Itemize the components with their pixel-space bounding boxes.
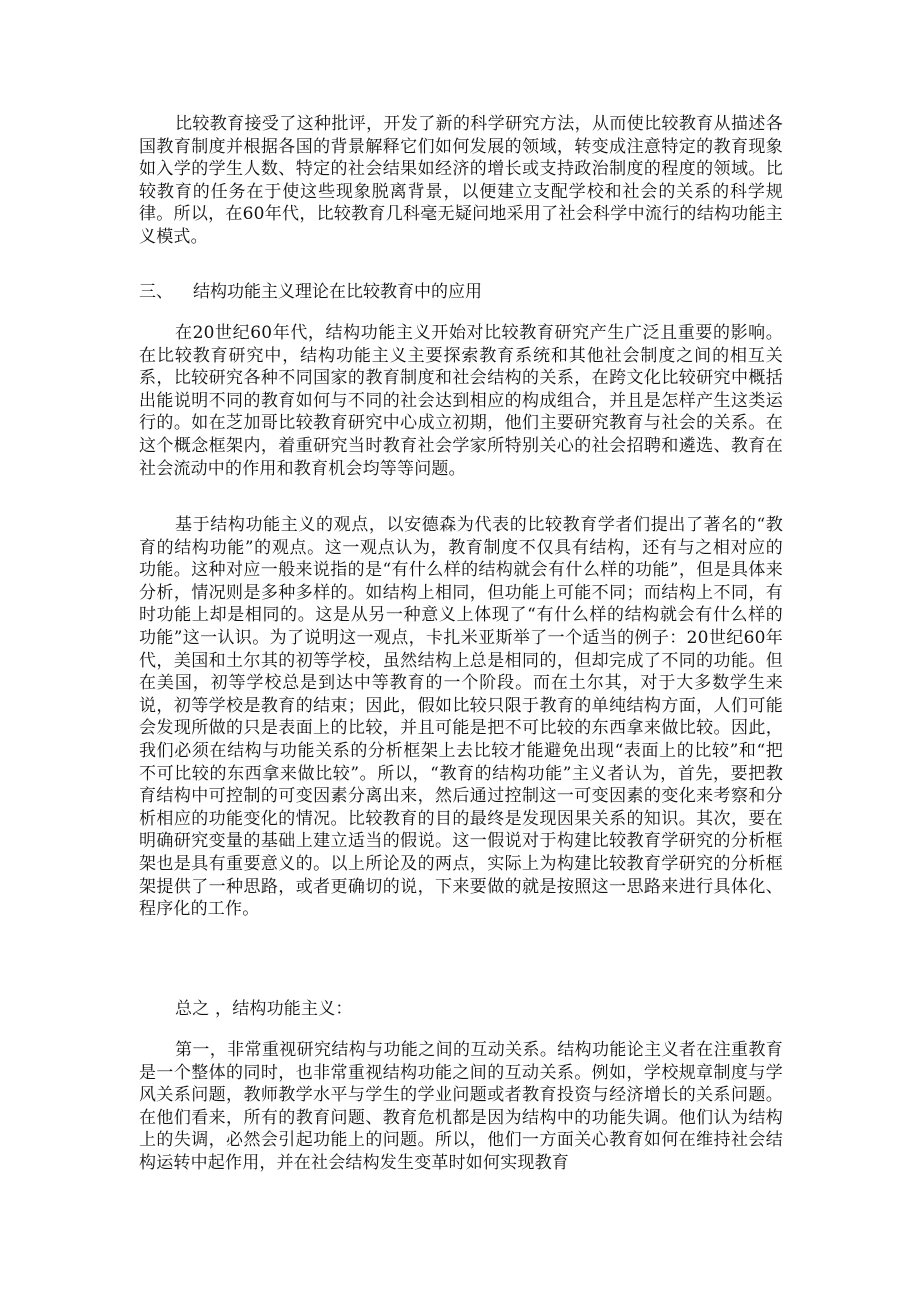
section-heading: [139, 281, 783, 304]
paragraph-sixties: 在20世纪60年代，结构功能主义开始对比较教育研究产生广泛且重要的影响。在比较教育研究中，结构功能主义主要探索教育系统和其他社会制度之间的相互关系，比较研究各种不同国家的教育制度和社会结构的关系，在跨文化比较研究中概括出能说明不同的教育如何与不同的社会达到相应的构成组合，并且是怎样产生这类运行的。如在芝加哥比较教育研究中心成立初期，他们主要研究教育与社会的关系。在这个概念框架内，着重研究当时教育社会学家所特别关心的社会招聘和遴选、教育在社会流动中的作用和教育机会均等等问题。: [139, 323, 783, 479]
paragraph-first-point: 第一，非常重视研究结构与功能之间的互动关系。结构功能论主义者在注重教育是一个整体的同时，也非常重视结构功能之间的互动关系。例如，学校规章制度与学风关系问题，教师教学水平与学生的学业问题或者教育投资与经济增长的关系问题。在他们看来，所有的教育问题、教育危机都是因为结构中的功能失调。他们认为结构上的失调，必然会引起功能上的问题。所以，他们一方面关心教育如何在维持社会结构运转中起作用，并在社会结构发生变革时如何实现教育: [139, 1040, 783, 1173]
section-number: 三、: [139, 282, 173, 302]
paragraph-intro: 比较教育接受了这种批评，开发了新的科学研究方法，从而使比较教育从描述各国教育制度并根据各国的背景解释它们如何发展的领域，转变成注意特定的教育现象如入学的学生人数、特定的社会结果如经济的增长或支持政治制度的程度的领域。比较教育的任务在于使这些现象脱离背景，以便建立支配学校和社会的关系的科学规律。所以，在60年代，比较教育几科毫无疑问地采用了社会科学中流行的结构功能主义模式。: [139, 114, 783, 247]
paragraph-summary-lead: 总之 ，结构功能主义：: [175, 999, 353, 1019]
paragraph-anderson: 基于结构功能主义的观点，以安德森为代表的比较教育学者们提出了著名的“教育的结构功能”的观点。这一观点认为，教育制度不仅具有结构，还有与之相对应的功能。这种对应一般来说指的是“有什么样的结构就会有什么样的功能”，但是具体来分析，情况则是多种多样的。如结构上相同，但功能上可能不同；而结构上不同，有时功能上却是相同的。这是从另一种意义上体现了“有什么样的结构就会有什么样的功能”这一认识。为了说明这一观点，卡扎米亚斯举了一个适当的例子：20世纪60年代，美国和土尔其的初等学校，虽然结构上总是相同的，但却完成了不同的功能。但在美国，初等学校总是到达中等教育的一个阶段。而在土尔其，对于大多数学生来说，初等学校是教育的结束；因此，假如比较只限于教育的单纯结构方面，人们可能会发现所做的只是表面上的比较，并且可能是把不可比较的东西拿来做比较。因此，我们必须在结构与功能关系的分析框架上去比较才能避免出现“表面上的比较”和“把不可比较的东西拿来做比较”。所以，“教育的结构功能”主义者认为，首先，要把教育结构中可控制的可变因素分离出来，然后通过控制这一可变因素的变化来考察和分析相应的功能变化的情况。比较教育的目的最终是发现因果关系的知识。其次，要在明确研究变量的基础上建立适当的假说。这一假说对于构建比较教育学研究的分析框架也是具有重要意义的。以上所论及的两点，实际上为构建比较教育学研究的分析框架提供了一种思路，或者更确切的说，下来要做的就是按照这一思路来进行具体化、程序化的工作。: [139, 515, 783, 920]
section-title: 结构功能主义理论在比较教育中的应用: [193, 282, 482, 302]
